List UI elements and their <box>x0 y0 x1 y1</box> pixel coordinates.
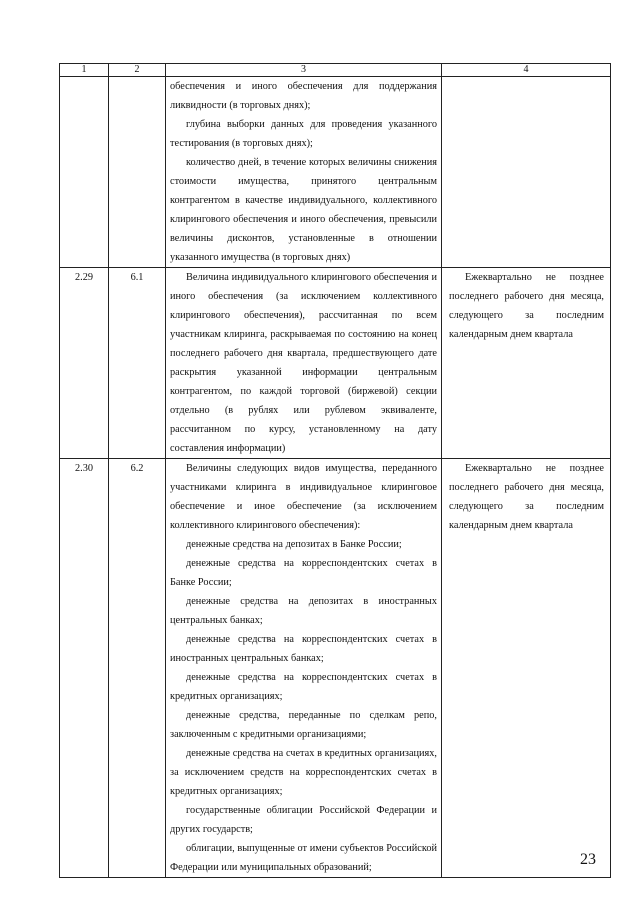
term-text: Ежеквартально не позднее последнего рабочего дня месяца, следующего за последним календарным днем квартала <box>449 463 604 531</box>
term-text: Ежеквартально не позднее последнего рабочего дня месяца, следующего за последним календарным днем квартала <box>449 272 604 340</box>
list-item: облигации, выпущенные от имени субъектов Российской Федерации или муниципальных образований; <box>170 843 437 873</box>
row-number <box>60 77 109 268</box>
row-reference <box>109 77 166 268</box>
row-reference: 6.2 <box>109 459 166 878</box>
list-item: денежные средства на корреспондентских счетах в Банке России; <box>170 558 437 588</box>
list-item: денежные средства на депозитах в Банке России; <box>186 539 402 550</box>
page-number: 23 <box>580 851 596 868</box>
list-item: денежные средства, переданные по сделкам репо, заключенным с кредитными организациями; <box>170 710 437 740</box>
row-number: 2.29 <box>60 268 109 459</box>
header-col-1: 1 <box>60 64 109 77</box>
list-item: Величина индивидуального клирингового обеспечения и иного обеспечения (за исключением коллективного клирингового обеспечения), рассчитанная по всем участникам клиринга, раскрываемая по состоянию на конец последнего рабочего дня квартала, предшествующего дате раскрытия указанной информации центральным контрагентом, по каждой торговой (биржевой) секции отдельно (в рублях или рублевом эквиваленте, рассчитанном по курсу, установленному на дату составления информации) <box>170 272 437 454</box>
row-reference: 6.1 <box>109 268 166 459</box>
list-item: денежные средства на корреспондентских счетах в кредитных организациях; <box>170 672 437 702</box>
row-description <box>166 268 442 459</box>
table-row <box>60 77 611 268</box>
table-header-row <box>60 64 611 77</box>
list-item: обеспечения и иного обеспечения для поддержания ликвидности (в торговых днях); <box>170 81 437 111</box>
list-item: денежные средства на корреспондентских счетах в иностранных центральных банках; <box>170 634 437 664</box>
list-item: государственные облигации Российской Федерации и других государств; <box>170 805 437 835</box>
table-row <box>60 268 611 459</box>
row-number: 2.30 <box>60 459 109 878</box>
list-item: глубина выборки данных для проведения указанного тестирования (в торговых днях); <box>170 119 437 149</box>
list-item: Величины следующих видов имущества, переданного участниками клиринга в индивидуальное клиринговое обеспечение и иное обеспечение (за исключением коллективного клирингового обеспечения): <box>170 463 437 531</box>
table-row <box>60 459 611 878</box>
list-item: количество дней, в течение которых величины снижения стоимости имущества, принятого центральным контрагентом в качестве индивидуального, коллективного клирингового обеспечения и иного обеспечения, превысили величины дисконтов, установленные в отношении указанного имущества (в торговых днях) <box>170 157 437 263</box>
row-term <box>442 459 611 878</box>
row-description <box>166 77 442 268</box>
header-col-2: 2 <box>109 64 166 77</box>
header-col-4: 4 <box>442 64 611 77</box>
list-item: денежные средства на депозитах в иностранных центральных банках; <box>170 596 437 626</box>
header-col-3: 3 <box>166 64 442 77</box>
list-item: денежные средства на счетах в кредитных организациях, за исключением средств на корреспондентских счетах в кредитных организациях; <box>170 748 437 797</box>
row-term <box>442 77 611 268</box>
row-description <box>166 459 442 878</box>
row-term <box>442 268 611 459</box>
disclosure-table <box>59 63 611 878</box>
